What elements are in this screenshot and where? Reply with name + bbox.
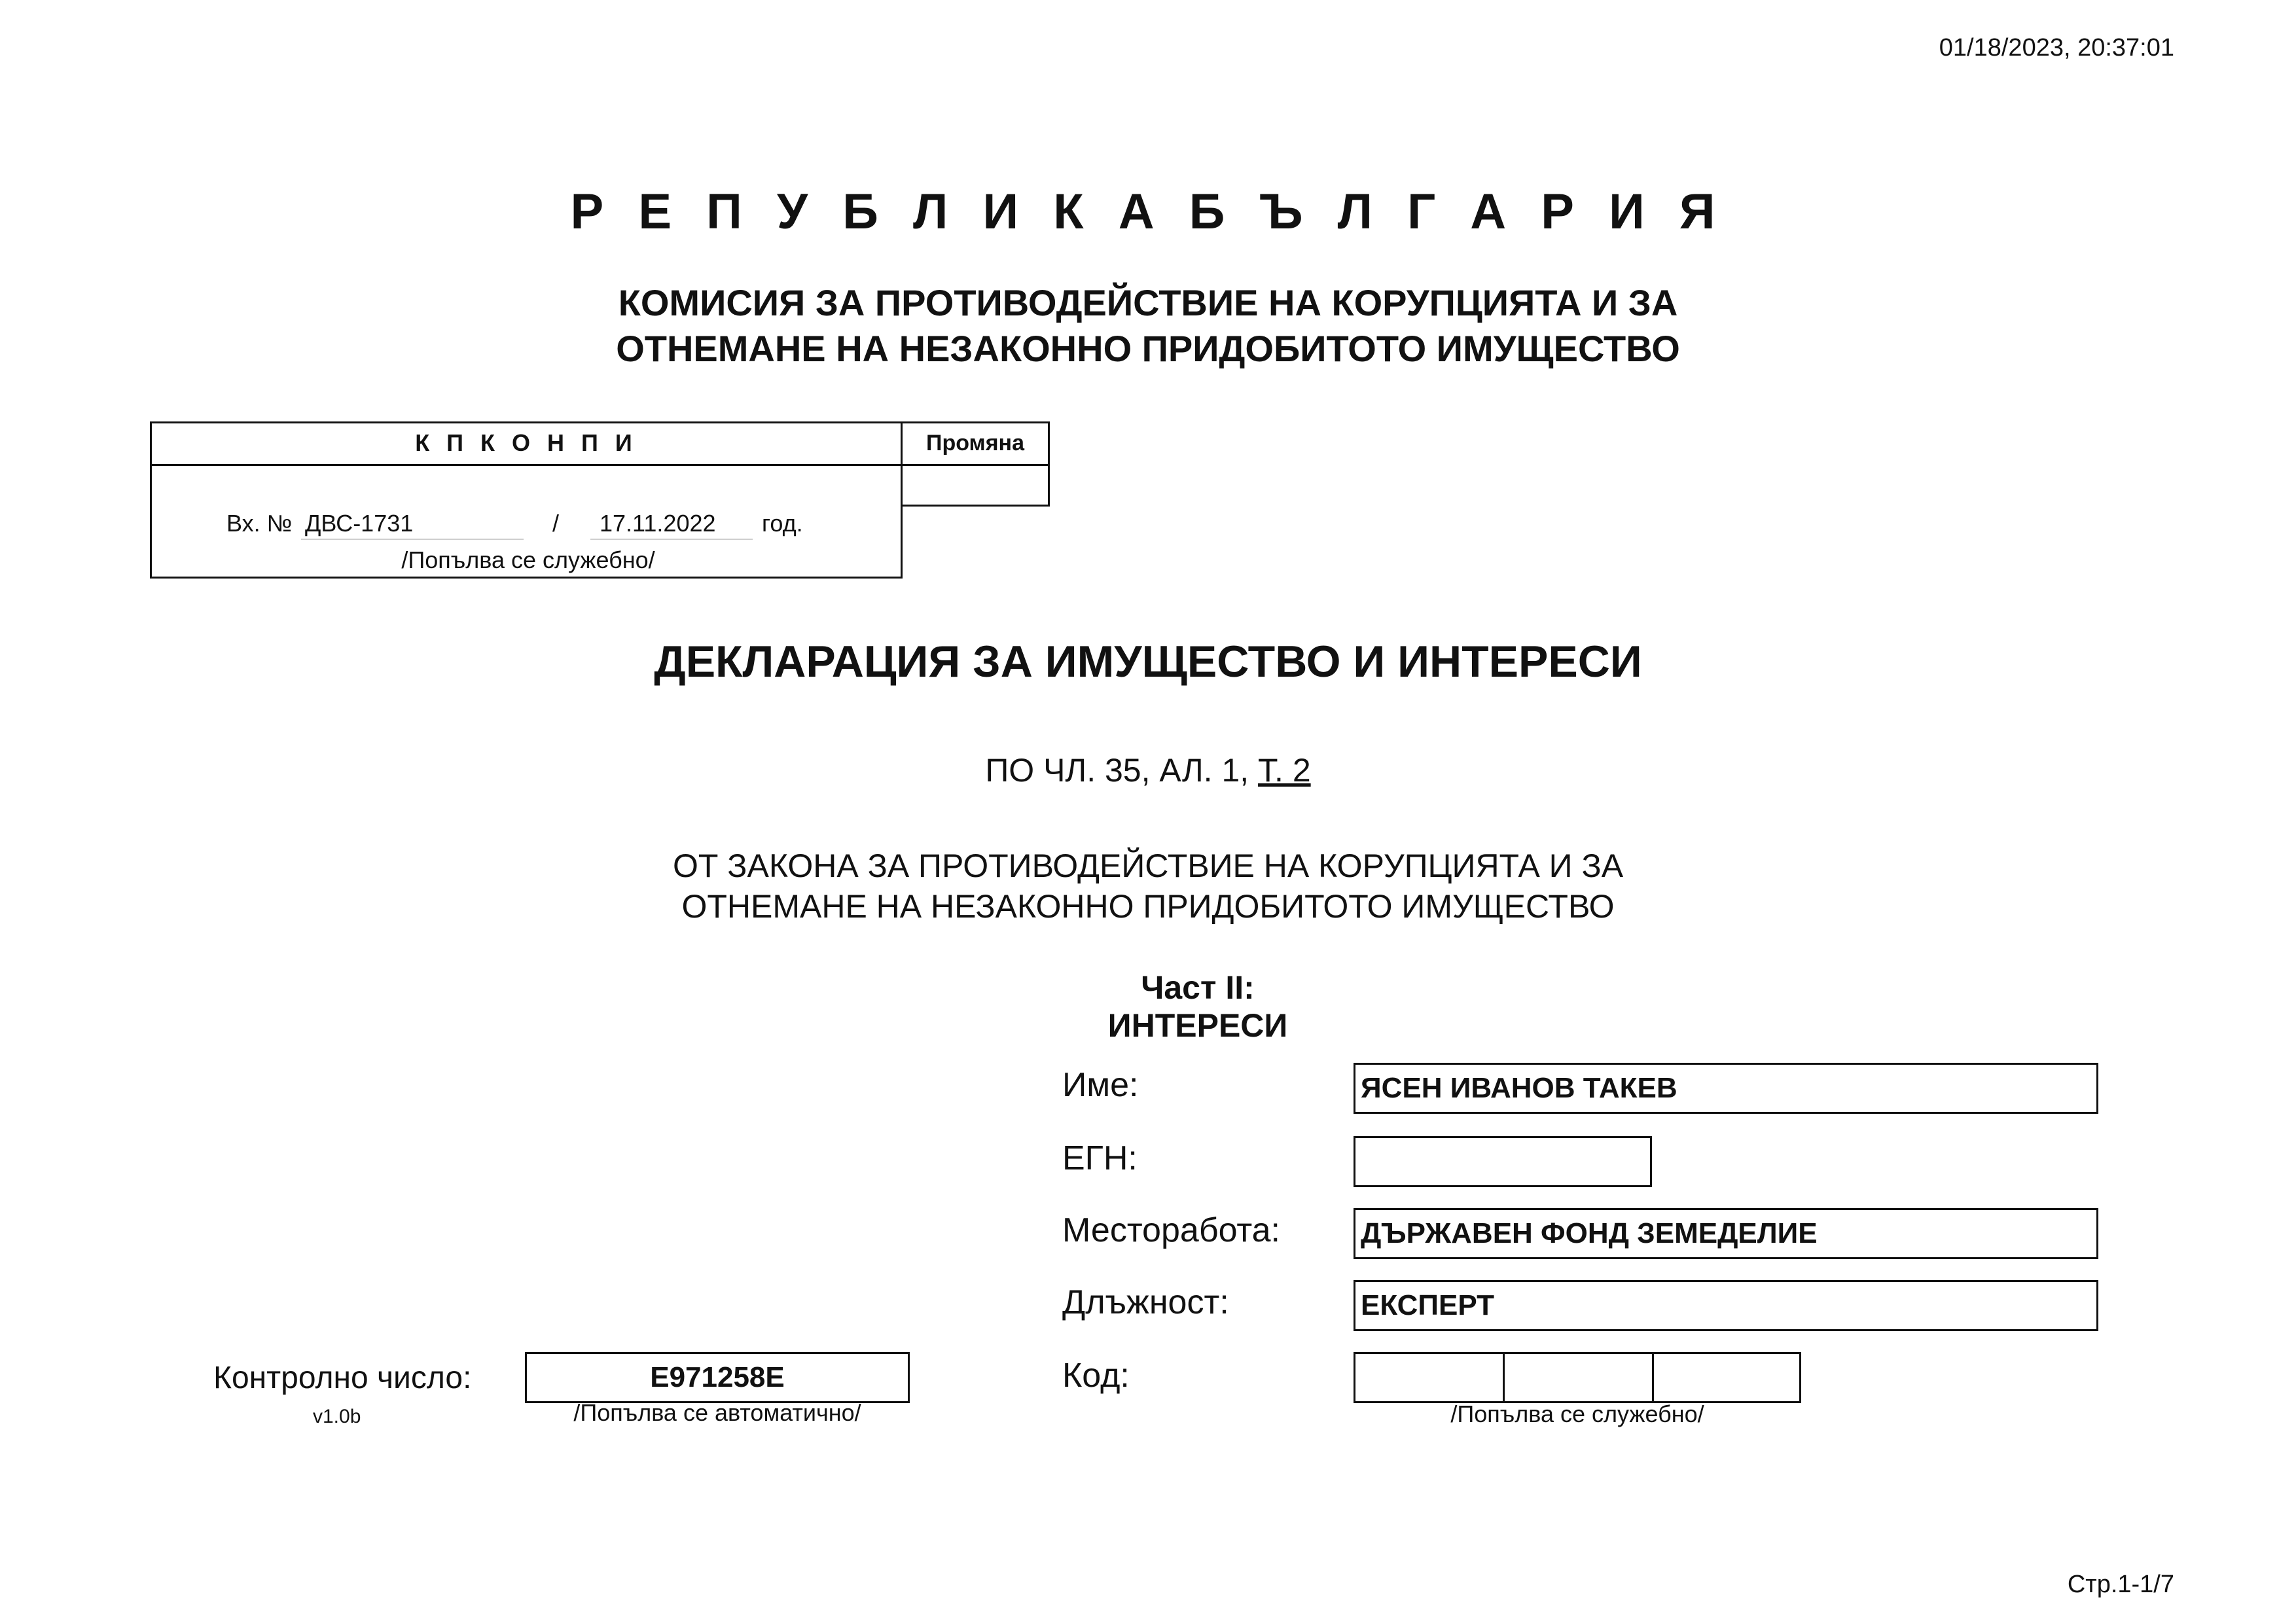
version-label: v1.0b xyxy=(313,1406,361,1427)
registry-note: /Попълва се служебно/ xyxy=(401,546,655,573)
law-line-2: ОТНЕМАНЕ НА НЕЗАКОННО ПРИДОБИТОТО ИМУЩЕСТВО xyxy=(681,888,1615,925)
control-number-field: E971258E xyxy=(525,1352,910,1403)
incoming-number-field xyxy=(301,510,524,540)
year-label: год. xyxy=(762,510,803,537)
republic-heading: Р Е П У Б Л И К А Б Ъ Л Г А Р И Я xyxy=(570,184,1726,240)
registry-box-title: К П К О Н П И xyxy=(152,423,901,466)
egn-label: ЕГН: xyxy=(1062,1139,1138,1177)
incoming-date-field xyxy=(590,510,753,540)
code-label: Код: xyxy=(1062,1357,1130,1395)
commission-heading xyxy=(0,280,2296,372)
page-number: Стр.1-1/7 xyxy=(2067,1571,2174,1598)
article-point: Т. 2 xyxy=(1258,752,1311,789)
commission-line-1: КОМИСИЯ ЗА ПРОТИВОДЕЙСТВИЕ НА КОРУПЦИЯТА И ЗА xyxy=(618,282,1678,323)
name-label: Име: xyxy=(1062,1066,1139,1104)
incoming-number-label: Вх. № xyxy=(226,510,293,537)
incoming-number-value: ДВС-1731 xyxy=(305,510,414,537)
registry-box xyxy=(150,421,903,579)
article-prefix: ПО ЧЛ. 35, АЛ. 1, xyxy=(985,752,1259,789)
commission-line-2: ОТНЕМАНЕ НА НЕЗАКОННО ПРИДОБИТОТО ИМУЩЕСТВО xyxy=(616,328,1680,369)
registry-separator: / xyxy=(552,510,560,537)
part-heading: Част II: ИНТЕРЕСИ xyxy=(1107,969,1288,1044)
code-cell-2[interactable] xyxy=(1505,1354,1654,1401)
article-reference xyxy=(0,751,2296,789)
workplace-field[interactable]: ДЪРЖАВЕН ФОНД ЗЕМЕДЕЛИЕ xyxy=(1354,1208,2098,1259)
declaration-title: ДЕКЛАРАЦИЯ ЗА ИМУЩЕСТВО И ИНТЕРЕСИ xyxy=(654,637,1642,687)
print-timestamp: 01/18/2023, 20:37:01 xyxy=(1939,34,2174,62)
position-field[interactable]: ЕКСПЕРТ xyxy=(1354,1280,2098,1331)
law-reference xyxy=(0,846,2296,927)
code-field xyxy=(1354,1352,1801,1403)
change-title: Промяна xyxy=(903,423,1048,466)
code-note: /Попълва се служебно/ xyxy=(1450,1400,1704,1427)
code-cell-1[interactable] xyxy=(1355,1354,1505,1401)
egn-field[interactable] xyxy=(1354,1136,1652,1187)
law-line-1: ОТ ЗАКОНА ЗА ПРОТИВОДЕЙСТВИЕ НА КОРУПЦИЯТА И ЗА xyxy=(672,847,1624,884)
code-cell-3[interactable] xyxy=(1654,1354,1799,1401)
control-number-label: Контролно число: xyxy=(213,1361,472,1395)
incoming-date-value: 17.11.2022 xyxy=(600,510,716,537)
name-field[interactable]: ЯСЕН ИВАНОВ ТАКЕВ xyxy=(1354,1063,2098,1114)
position-label: Длъжност: xyxy=(1062,1283,1229,1321)
change-box xyxy=(901,421,1050,507)
workplace-label: Месторабота: xyxy=(1062,1211,1280,1249)
control-number-note: /Попълва се автоматично/ xyxy=(573,1399,861,1426)
